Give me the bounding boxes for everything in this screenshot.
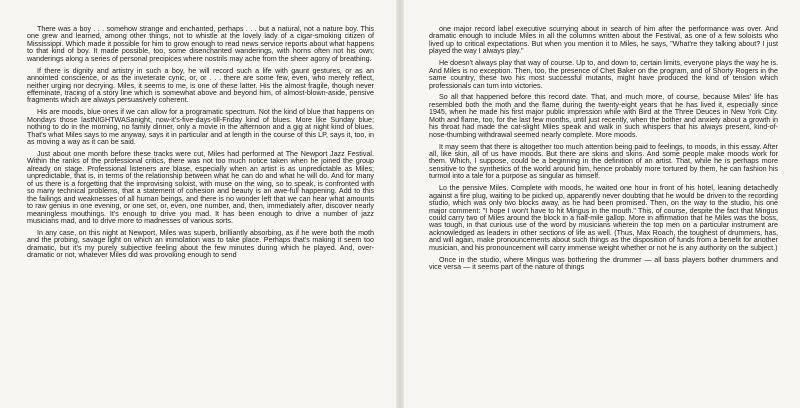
right-paragraph-1: one major record label executive scurrying about in search of him after the performance was over. And dramatic enough to include Miles in all the columns written about the Festival, as one of a few soloists who lived up to critical expectations. But when you mention it to Miles, he says, "What're they talking about? I just played the way I always play." [429, 25, 778, 56]
left-paragraph-2: If there is dignity and artistry in such a boy, he will record such a life with gaunt gestures, or as an annointed conscience, or as the inveterate cynic, or, or . . . there are some few, even, who merely reflect, neither urging nor decrying. Miles, it seems to me, is one of these latter. His the almost fragile, though never effeminate, tracing of a story line which is somewhat above and beyond him, of almost-blown-aside, pensive fragments which are always persuasively coherent. [27, 66, 374, 105]
left-text-column [27, 26, 374, 260]
left-page [0, 0, 396, 408]
right-paragraph-3: So all that happened before this record date. That, and much more, of course, because Miles' life has resembled both the moth and the flame during the twenty-eight years that he has lived it, especially since 1945, when he made his first major public impression while with Bird at the Three Deuces in New York City. Moth and flame, too, for the last few months, until just recently, when the bother and anxiety about a growth in his throat had made the cat-slight Miles speak and walk in such whispers that his always present, kind-of-nose-thumbing withdrawal seemed nearly complete. More moods. [429, 93, 778, 139]
right-text-column [429, 26, 778, 272]
left-paragraph-3: His are moods, blue ones if we can allow for a programatic spectrum. Not the kind of blue that happens on Mondays those lastNIGHTWASanight, now-it's-five-days-till-Friday kind of blues. More like Sunday blue; nothing to do in the morning, no family dinner, only a movie in the afternoon and a gig at night kind of blues. That's what Miles says to me anyway, says it in particular and at length in the course of this LP, says it, too, in as moving a way as it can be said. [27, 108, 374, 147]
left-paragraph-4: Just about one month before these tracks were cut, Miles had performed at The Newport Jazz Festival. Within the ranks of the professional critics, there was not too much notice taken when he joined the group already on stage. Professional listeners are blase, especially when an artist is as unpredictable as Miles; unpredictable, that is, in terms of the relationship between what he can do and what he will do. And for many of us there is a forgetting that the improvising soloist, with muse on the wing, so to speak, is confronted with so many technical problems, that a statement of cohesion and beauty is an awe-full happening. Add to this the failings and weaknesses of all human beings, and there is no wonder left that we can hear what amounts to raw genius in one evening, or one set, or, even, one number, and, then, immediately after, discover nearly meaningless mouthings. It's enough to drive you mad. It has been enough to drive a number of jazz musicians mad, and to drive more to madnesses of various sorts. [27, 149, 374, 226]
right-paragraph-2: He doesn't always play that way of course. Up to, and down to, certain limits, everyone plays the way he is. And Miles is no exception. Then, too, the presence of Chet Baker on the program, and of Shorty Rogers in the same country, these two his most successful mutants, might have produced the kind of tension which professionals can turn into victories. [429, 59, 778, 90]
left-paragraph-5: In any case, on this night at Newport, Miles was superb, brilliantly absorbing, as if he were both the moth and the probing, savage light on which an immolation was to take place. Perhaps that's making it seem too dramatic, but it's my purely subjective feeling about the few minutes during which he played. And, over-dramatic or not, whatever Miles did was provoking enough to send [27, 228, 374, 260]
right-paragraph-5: Lo the pensive Miles. Complete with moods, he waited one hour in front of his hotel, leaning detachedly against a fire plug, waiting to be picked up, apparently never doubting that he would be driven to the recording studio, which was only two blocks away, as he had been promised. Then, on the way to the studio, his one major comment: "I hope I won't have to hit Mingus in the mouth." This, of course, despite the fact that Mingus could carry two of Miles around the block in a half-mile gallop. More in affirmation that he Miles was the boss, was tough, in that curious use of the word by musicians wherein the top men on a particular instrument are acknowledged as leaders in other sections of life as well. (Thus, Max Roach, the toughest of drummers, has, and will again, make pronouncements about such things as the disposition of funds from a benefit for another musician, and his pronouncement will carry immense weight whether or not he is any authority on the subject.) [429, 184, 778, 252]
page-gutter [396, 0, 404, 408]
right-paragraph-4: It may seem that there is altogether too much attention being paid to feelings, to moods, in this essay. After all, like skin, all of us have moods. But there are skins and skins. And some people make moods work for them. Which, I suppose, could be a beginning in the definition of an artist. That, while he is perhaps more sensitive to the synthetics of the world around him, hence probably more tortured by them, he can fashion his turmoil into a tale for a purpose as singular as himself. [429, 142, 778, 181]
right-paragraph-6: Once in the studio, where Mingus was bothering the drummer — all bass players bother drummers and vice versa — it seems part of the nature of things [429, 255, 778, 272]
left-paragraph-1: There was a boy . . . somehow strange and enchanted, perhaps . . . but a natural, not a nature boy. This one grew and learned, among other things, not to whistle at the lovely lady of a cigar-smoking citizen of Mississippi. Which made it possible for him to grow enough to read news service reports about what happens to that kind of boy. It made possible, too, some disenchanted wanderings, with horns often not his own; wanderings along a series of personal precipices where nostrils may ache from the sheer agony of breathing. [27, 25, 374, 63]
right-page [404, 0, 800, 408]
